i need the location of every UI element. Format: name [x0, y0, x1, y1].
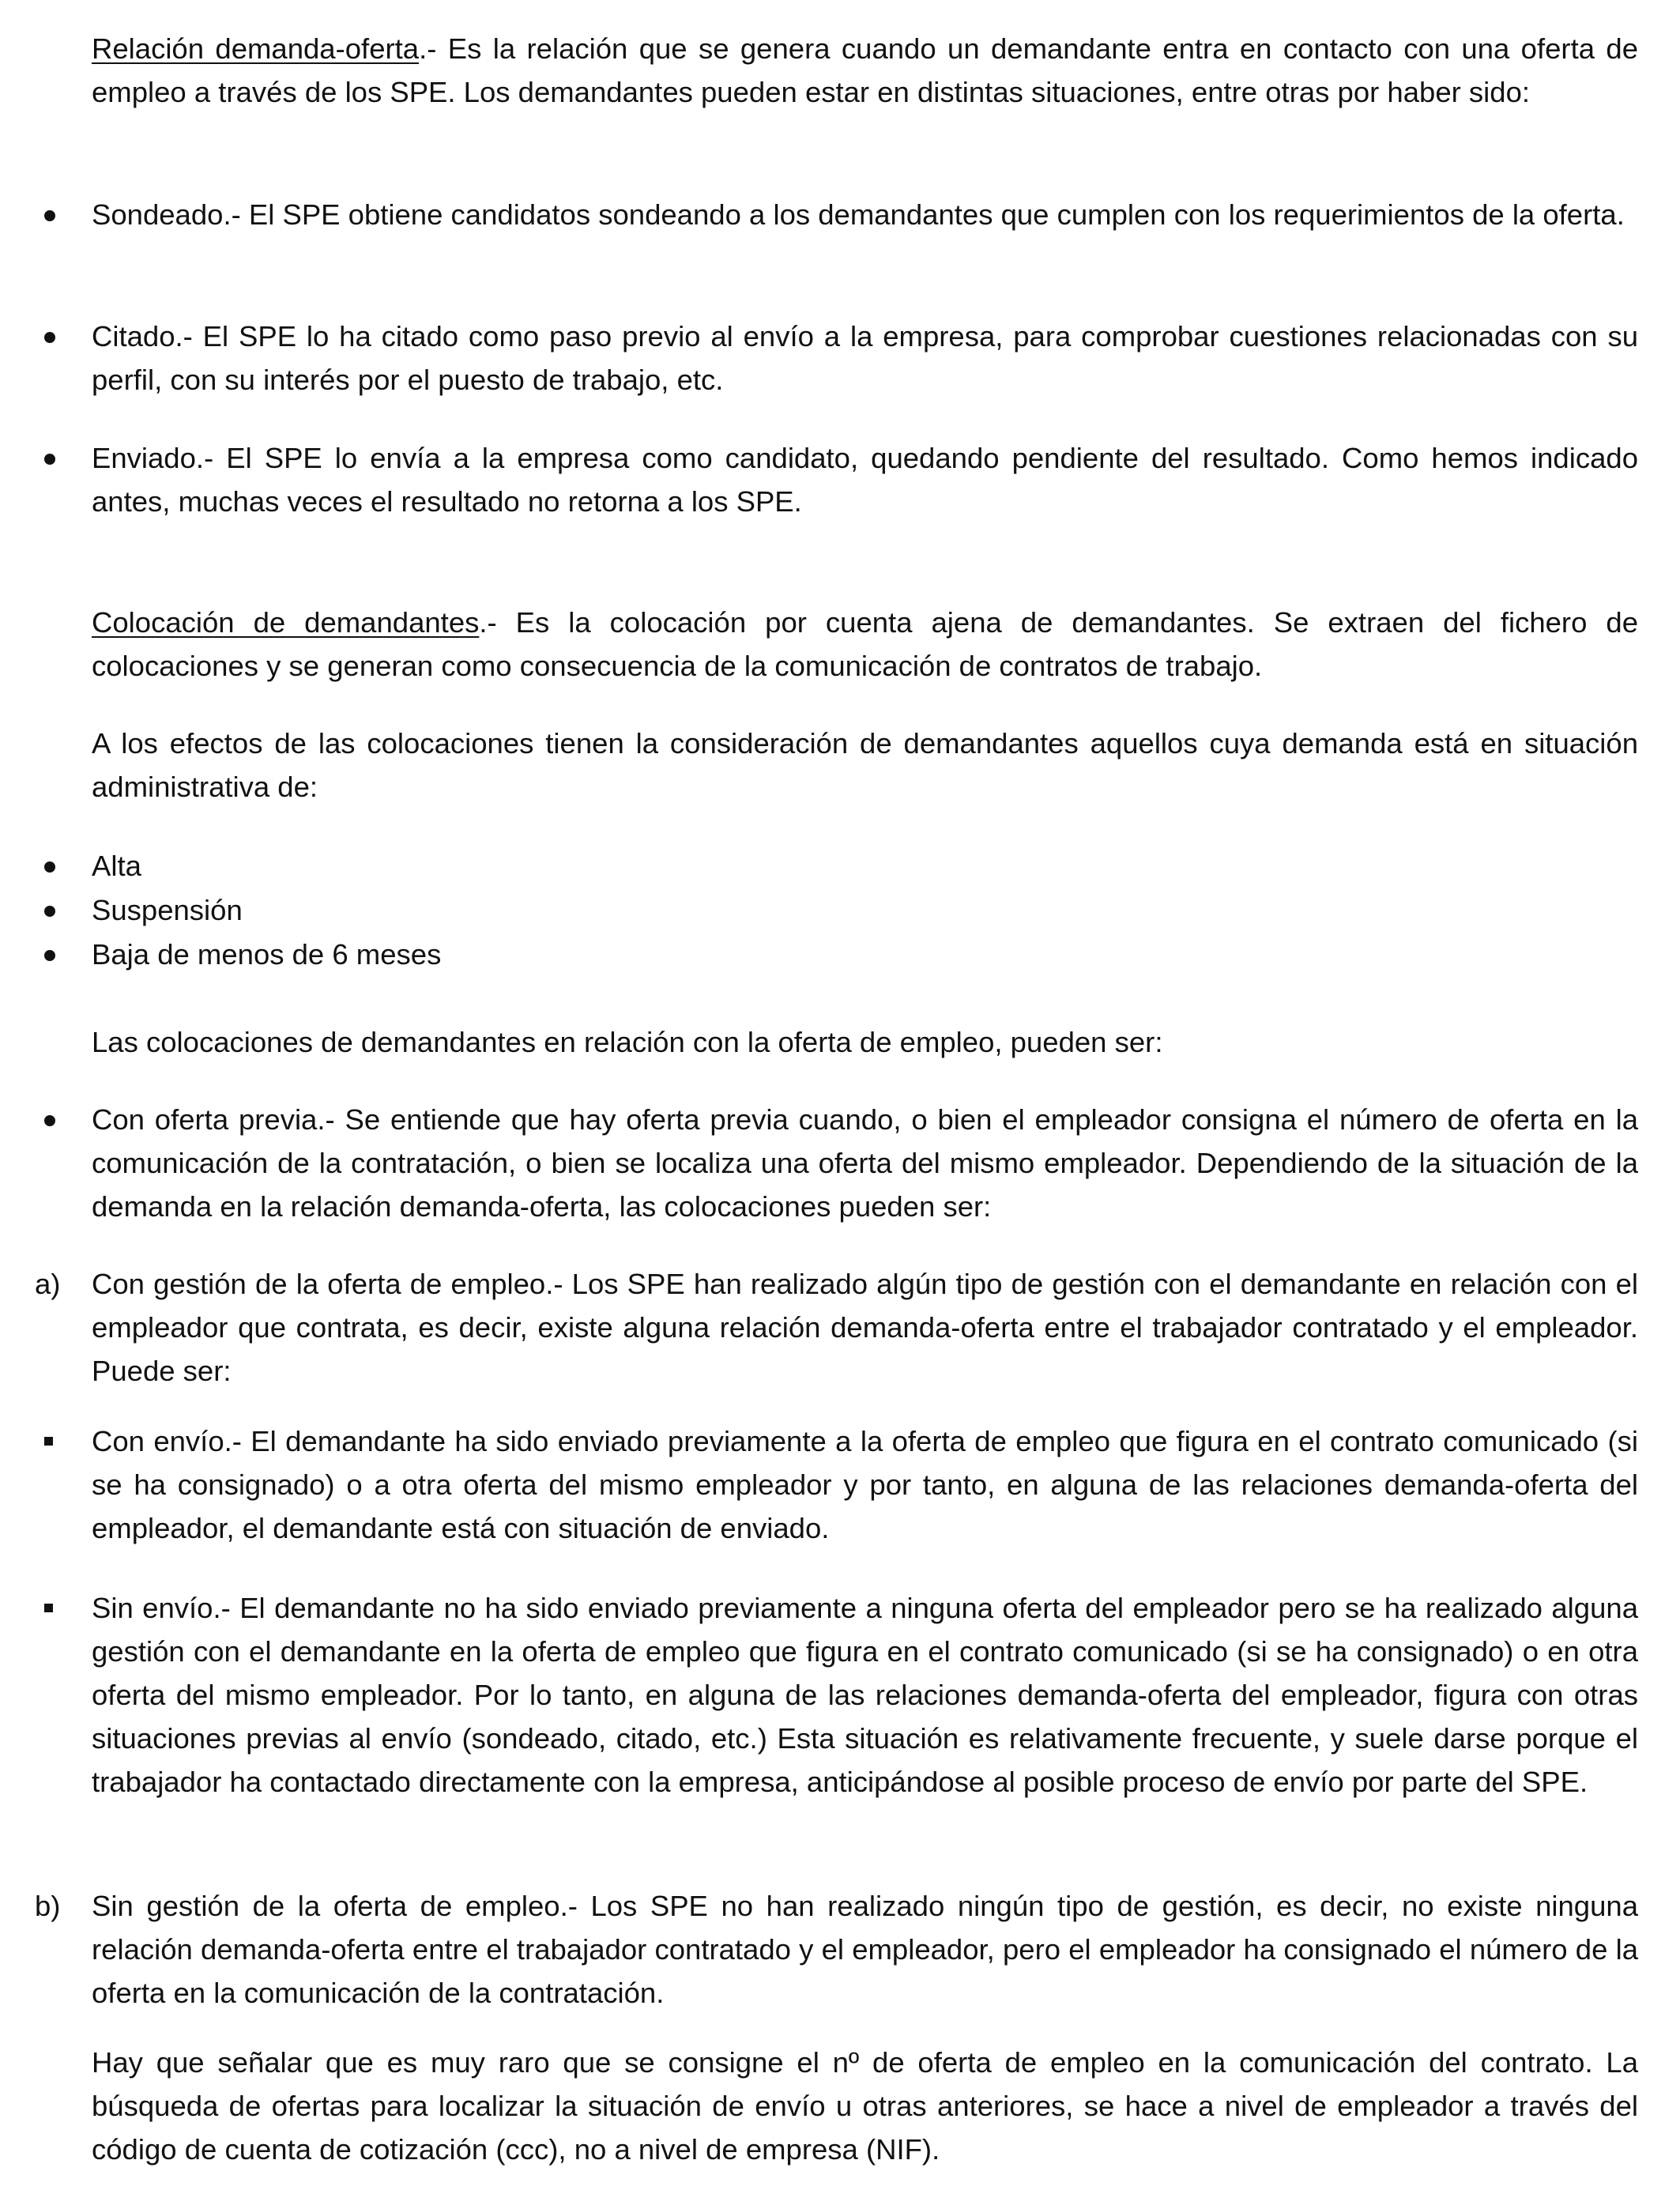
- admin-state-alta: Alta: [92, 850, 141, 882]
- bullet-dot-icon: [44, 950, 55, 961]
- item-b-text: Sin gestión de la oferta de empleo.- Los SPE no han realizado ningún tipo de gestión, es decir, no existe ninguna relación demanda-oferta entre el trabajador contratado y el empleador, pero el empleador ha consignado el número de la oferta en la comunicación de la contratación.: [92, 1890, 1638, 2009]
- admin-state-baja: Baja de menos de 6 meses: [92, 938, 442, 971]
- relacion-paragraph: [92, 27, 1638, 114]
- colocacion-term: Colocación de demandantes: [92, 606, 480, 639]
- sin-envio-item: Sin envío.- El demandante no ha sido enviado previamente a ninguna oferta del empleador pero se ha realizado alguna gestión con el demandante en la oferta de empleo que figura en el contrato comunicado (si se ha consignado) o en otra oferta del mismo empleador. Por lo tanto, en alguna de las relaciones demanda-oferta del empleador, figura con otras situaciones previas al envío (sondeado, citado, etc.) Esta situación es relativamente frecuente, y suele darse porque el trabajador ha contactado directamente con la empresa, anticipándose al posible proceso de envío por parte del SPE.: [92, 1592, 1638, 1798]
- bullet-square-icon: [44, 1604, 53, 1612]
- con-envio-item: Con envío.- El demandante ha sido enviado previamente a la oferta de empleo que figura en el contrato comunicado (si se ha consignado) o a otra oferta del mismo empleador y por tanto, en alguna de las relaciones demanda-oferta del empleador, el demandante está con situación de enviado.: [92, 1425, 1638, 1544]
- situation-item-sondeado: Sondeado.- El SPE obtiene candidatos sondeando a los demandantes que cumplen con los requerimientos de la oferta.: [92, 198, 1625, 231]
- colocacion-text: .- Es la colocación por cuenta ajena de demandantes. Se extraen del fichero de colocaciones y se generan como consecuencia de la comunicación de contratos de trabajo.: [92, 606, 1638, 682]
- bullet-dot-icon: [44, 906, 55, 917]
- colocacion-paragraph: [92, 601, 1638, 688]
- list-marker-a: a): [35, 1268, 61, 1300]
- con-oferta-previa-item: Con oferta previa.- Se entiende que hay oferta previa cuando, o bien el empleador consigna el número de oferta en la comunicación de la contratación, o bien se localiza una oferta del mismo empleador. Dependiendo de la situación de la demanda en la relación demanda-oferta, las colocaciones pueden ser:: [92, 1103, 1638, 1223]
- bullet-square-icon: [44, 1437, 53, 1446]
- bullet-dot-icon: [44, 210, 55, 221]
- relacion-term: Relación demanda-oferta: [92, 32, 420, 65]
- bullet-dot-icon: [44, 454, 55, 465]
- bullet-dot-icon: [44, 861, 55, 873]
- bullet-dot-icon: [44, 1115, 55, 1126]
- item-a-text: Con gestión de la oferta de empleo.- Los SPE han realizado algún tipo de gestión con el demandante en relación con el empleador que contrata, es decir, existe alguna relación demanda-oferta entre el trabajador contratado y el empleador. Puede ser:: [92, 1268, 1638, 1387]
- efectos-paragraph: A los efectos de las colocaciones tienen la consideración de demandantes aquellos cuya demanda está en situación administrativa de:: [92, 727, 1638, 803]
- final-paragraph: Hay que señalar que es muy raro que se consigne el nº de oferta de empleo en la comunicación del contrato. La búsqueda de ofertas para localizar la situación de envío u otras anteriores, se hace a nivel de empleador a través del código de cuenta de cotización (ccc), no a nivel de empresa (NIF).: [92, 2046, 1638, 2166]
- situation-item-citado: Citado.- El SPE lo ha citado como paso previo al envío a la empresa, para comprobar cuestiones relacionadas con su perfil, con su interés por el puesto de trabajo, etc.: [92, 320, 1638, 396]
- relacion-oferta-paragraph: Las colocaciones de demandantes en relación con la oferta de empleo, pueden ser:: [92, 1026, 1163, 1058]
- relacion-text: .- Es la relación que se genera cuando un demandante entra en contacto con una oferta de empleo a través de los SPE. Los demandantes pueden estar en distintas situaciones, entre otras por haber sido:: [92, 32, 1638, 108]
- admin-state-suspension: Suspensión: [92, 894, 243, 926]
- bullet-dot-icon: [44, 332, 55, 343]
- list-marker-b: b): [35, 1890, 61, 1922]
- situation-item-enviado: Enviado.- El SPE lo envía a la empresa como candidato, quedando pendiente del resultado. Como hemos indicado antes, muchas veces el resultado no retorna a los SPE.: [92, 442, 1638, 518]
